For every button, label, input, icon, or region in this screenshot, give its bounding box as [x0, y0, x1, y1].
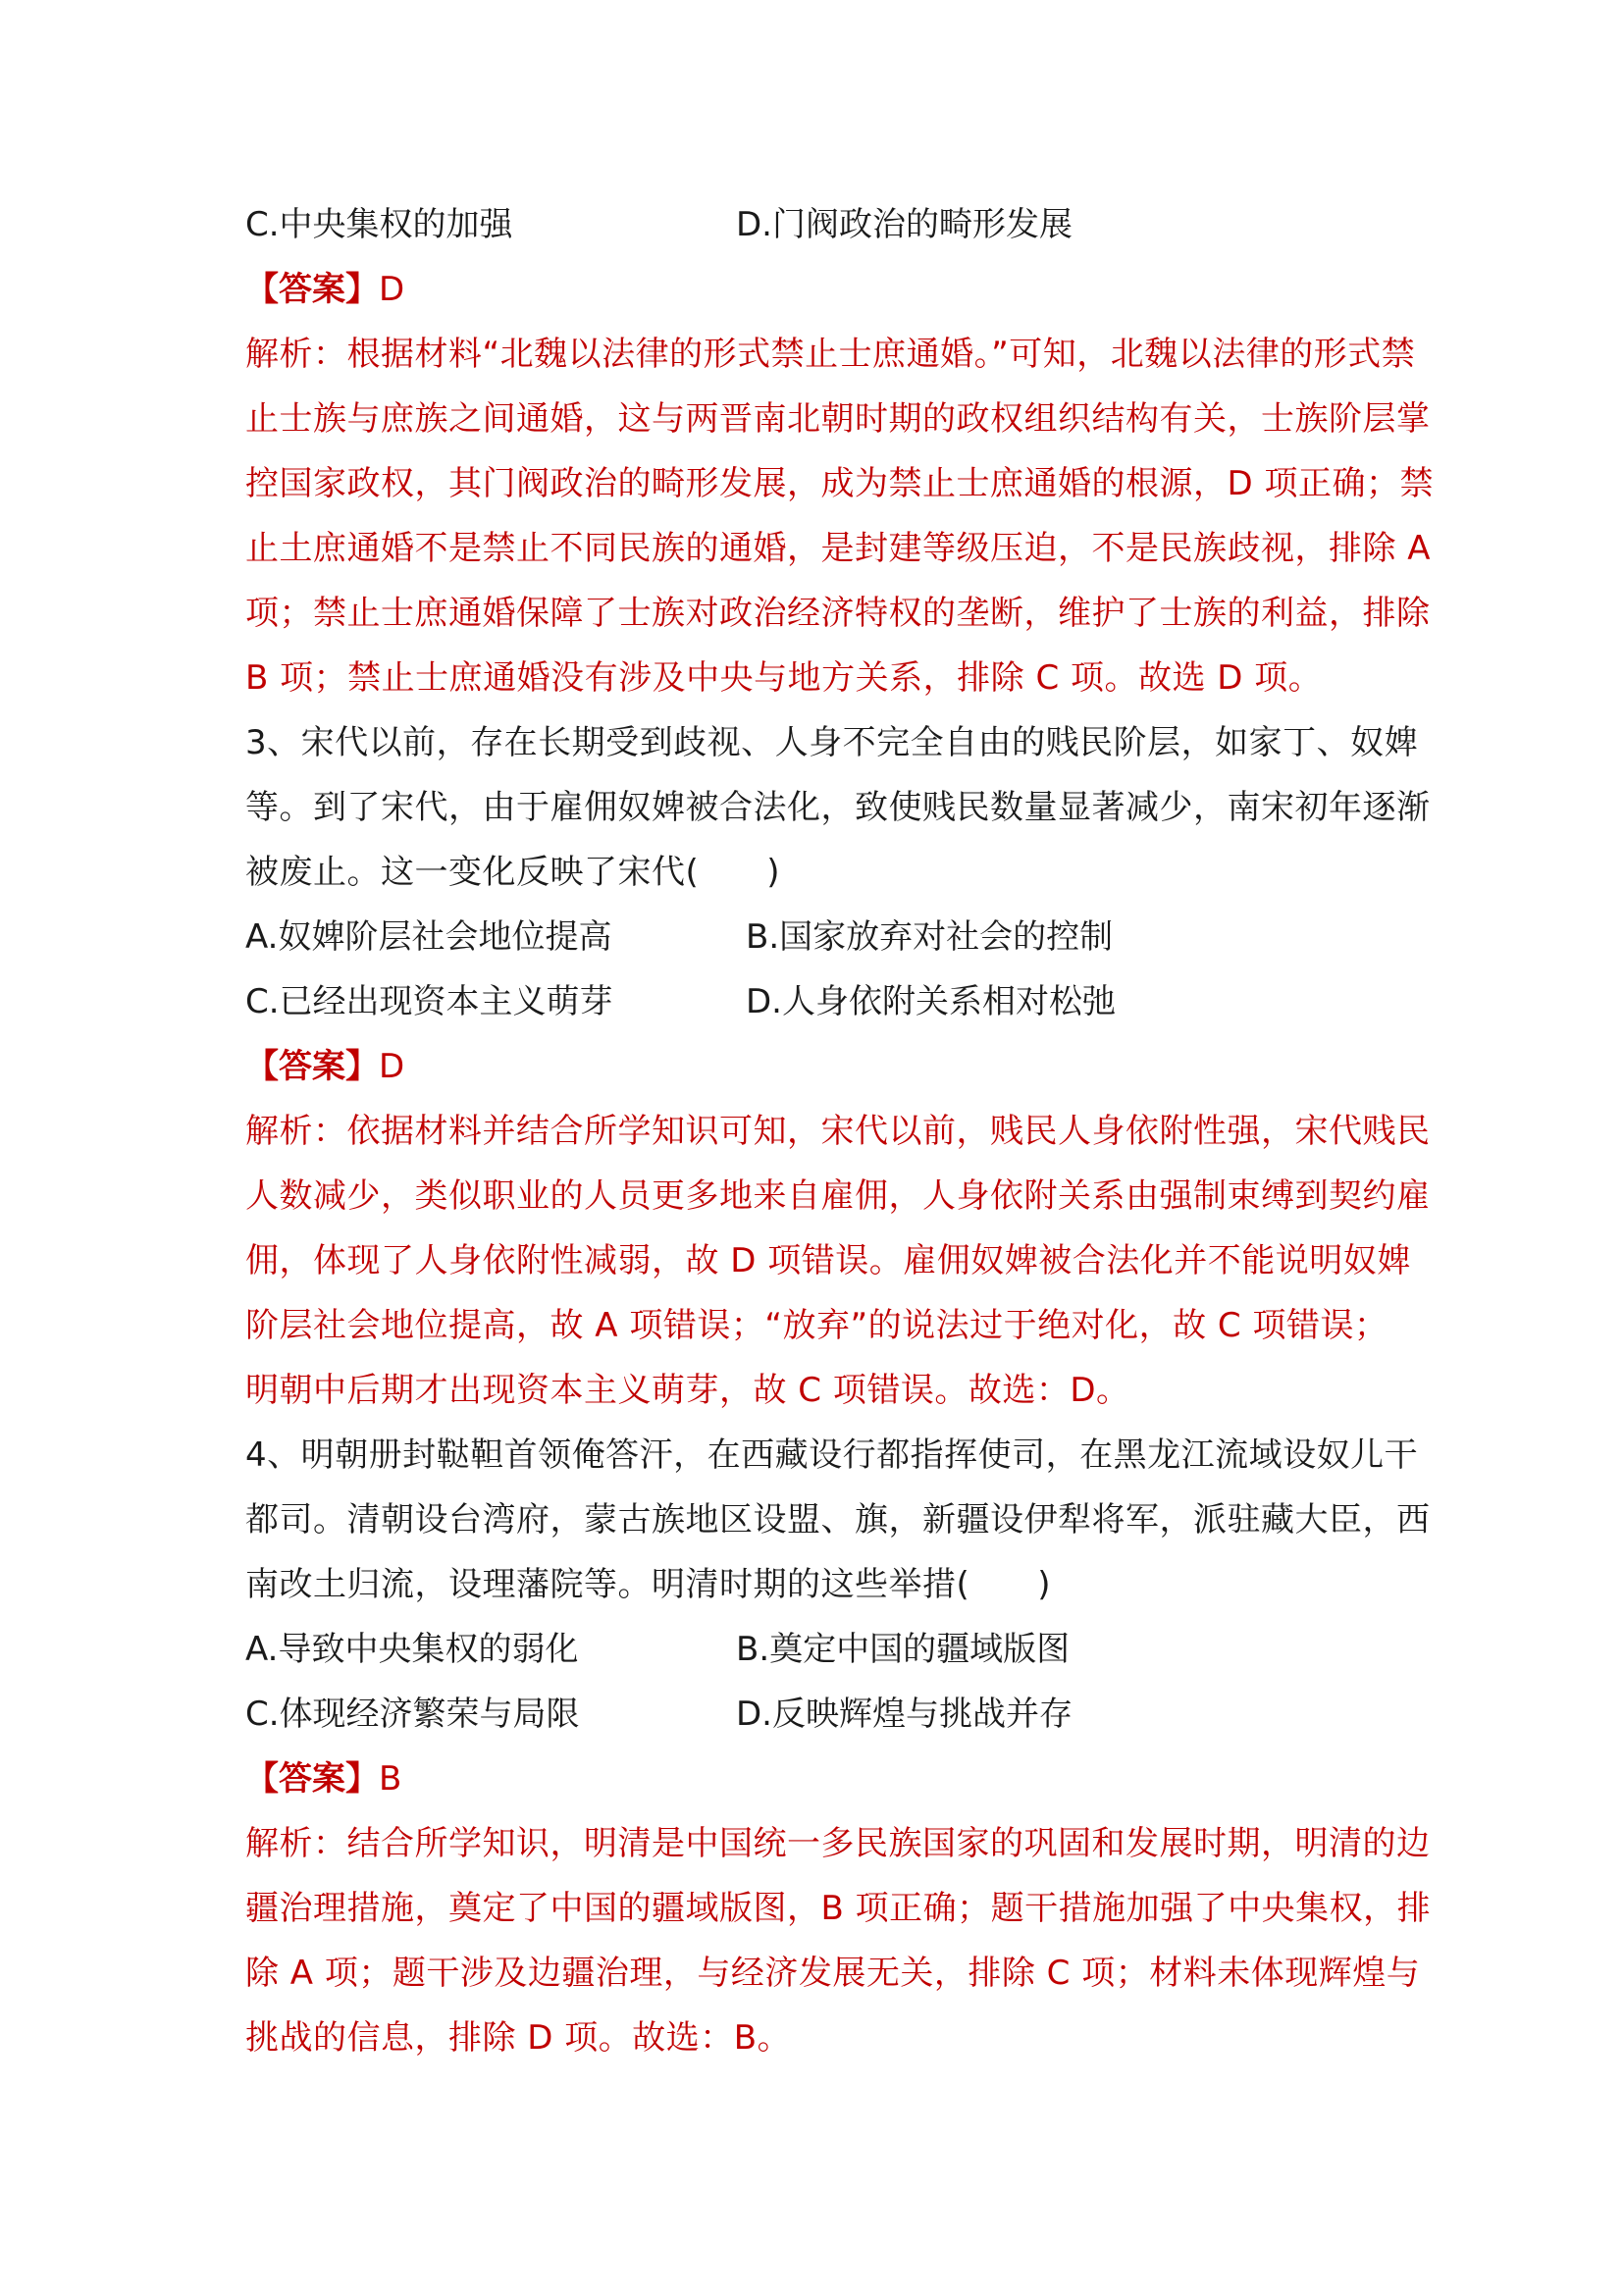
q4-explanation-line: 疆治理措施，奠定了中国的疆域版图，B 项正确；题干措施加强了中央集权，排 [245, 1889, 1432, 1928]
q3-option-d: D.人身依附关系相对松弛 [746, 982, 1116, 1021]
q3-options-cd [245, 969, 1393, 1034]
q3-answer-tag: 【答案】 [245, 1047, 379, 1086]
q2-option-d: D.门阀政治的畸形发展 [736, 205, 1073, 244]
q4-explanation-line: 除 A 项；题干涉及边疆治理，与经济发展无关，排除 C 项；材料未体现辉煌与 [245, 1954, 1421, 1993]
q3-explanation-line: 阶层社会地位提高，故 A 项错误；“放弃”的说法过于绝对化，故 C 项错误； [245, 1306, 1388, 1345]
q2-answer [245, 257, 1393, 322]
q2-explanation-line: 控国家政权，其门阀政治的畸形发展，成为禁止士庶通婚的根源，D 项正确；禁 [245, 464, 1434, 503]
document-page [245, 192, 1434, 2070]
q4-explanation [245, 1811, 1432, 2070]
q4-option-d: D.反映辉煌与挑战并存 [736, 1695, 1073, 1734]
q4-stem [245, 1423, 1431, 1617]
q2-explanation-line: 止士族与庶族之间通婚，这与两晋南北朝时期的政权组织结构有关，士族阶层掌 [245, 399, 1431, 439]
q3-answer [245, 1034, 1393, 1099]
q3-option-a: A.奴婢阶层社会地位提高 [245, 917, 612, 957]
q4-explanation-line: 挑战的信息，排除 D 项。故选：B。 [245, 2018, 792, 2058]
q3-stem [245, 710, 1431, 905]
q4-stem-line: 4、明朝册封鞑靼首领俺答汗，在西藏设行都指挥使司，在黑龙江流域设奴儿干 [245, 1435, 1419, 1475]
q4-answer-value: B [379, 1759, 402, 1799]
q4-options-cd [245, 1682, 1393, 1747]
q2-explanation-line: B 项；禁止士庶通婚没有涉及中央与地方关系，排除 C 项。故选 D 项。 [245, 658, 1323, 698]
q4-answer-tag: 【答案】 [245, 1759, 379, 1799]
q4-options-ab [245, 1617, 1393, 1682]
q4-option-c: C.体现经济繁荣与局限 [245, 1695, 580, 1734]
q4-option-b: B.奠定中国的疆域版图 [736, 1630, 1071, 1669]
q4-stem-line: 都司。清朝设台湾府，蒙古族地区设盟、旗，新疆设伊犁将军，派驻藏大臣，西 [245, 1500, 1431, 1539]
q2-option-c: C.中央集权的加强 [245, 205, 513, 244]
q3-answer-value: D [379, 1047, 405, 1086]
q3-explanation [245, 1099, 1431, 1423]
q3-stem-line: 被废止。这一变化反映了宋代( ) [245, 853, 781, 892]
q4-stem-line: 南改土归流，设理藩院等。明清时期的这些举措( ) [245, 1565, 1052, 1604]
q4-option-a: A.导致中央集权的弱化 [245, 1630, 579, 1669]
q3-explanation-line: 解析：依据材料并结合所学知识可知，宋代以前，贱民人身依附性强，宋代贱民 [245, 1112, 1431, 1151]
q3-option-c: C.已经出现资本主义萌芽 [245, 982, 613, 1021]
q2-options-cd [245, 192, 1393, 257]
q2-explanation-line: 解析：根据材料“北魏以法律的形式禁止士庶通婚。”可知，北魏以法律的形式禁 [245, 335, 1416, 374]
q3-explanation-line: 人数减少，类似职业的人员更多地来自雇佣，人身依附关系由强制束缚到契约雇 [245, 1176, 1431, 1216]
q2-explanation-line: 止土庶通婚不是禁止不同民族的通婚，是封建等级压迫，不是民族歧视，排除 A [245, 529, 1432, 568]
q3-option-b: B.国家放弃对社会的控制 [746, 917, 1114, 957]
q4-explanation-line: 解析：结合所学知识，明清是中国统一多民族国家的巩固和发展时期，明清的边 [245, 1824, 1431, 1863]
q2-explanation [245, 322, 1434, 710]
q2-explanation-line: 项；禁止士庶通婚保障了士族对政治经济特权的垄断，维护了士族的利益，排除 [245, 594, 1431, 633]
q3-explanation-line: 明朝中后期才出现资本主义萌芽，故 C 项错误。故选：D。 [245, 1371, 1130, 1410]
q3-stem-line: 等。到了宋代，由于雇佣奴婢被合法化，致使贱民数量显著减少，南宋初年逐渐 [245, 788, 1431, 827]
q4-answer [245, 1747, 1393, 1811]
q3-stem-line: 3、宋代以前，存在长期受到歧视、人身不完全自由的贱民阶层，如家丁、奴婢 [245, 723, 1419, 762]
q2-answer-tag: 【答案】 [245, 270, 379, 309]
q2-answer-value: D [379, 270, 405, 309]
q3-options-ab [245, 905, 1393, 969]
q3-explanation-line: 佣，体现了人身依附性减弱，故 D 项错误。雇佣奴婢被合法化并不能说明奴婢 [245, 1241, 1411, 1280]
